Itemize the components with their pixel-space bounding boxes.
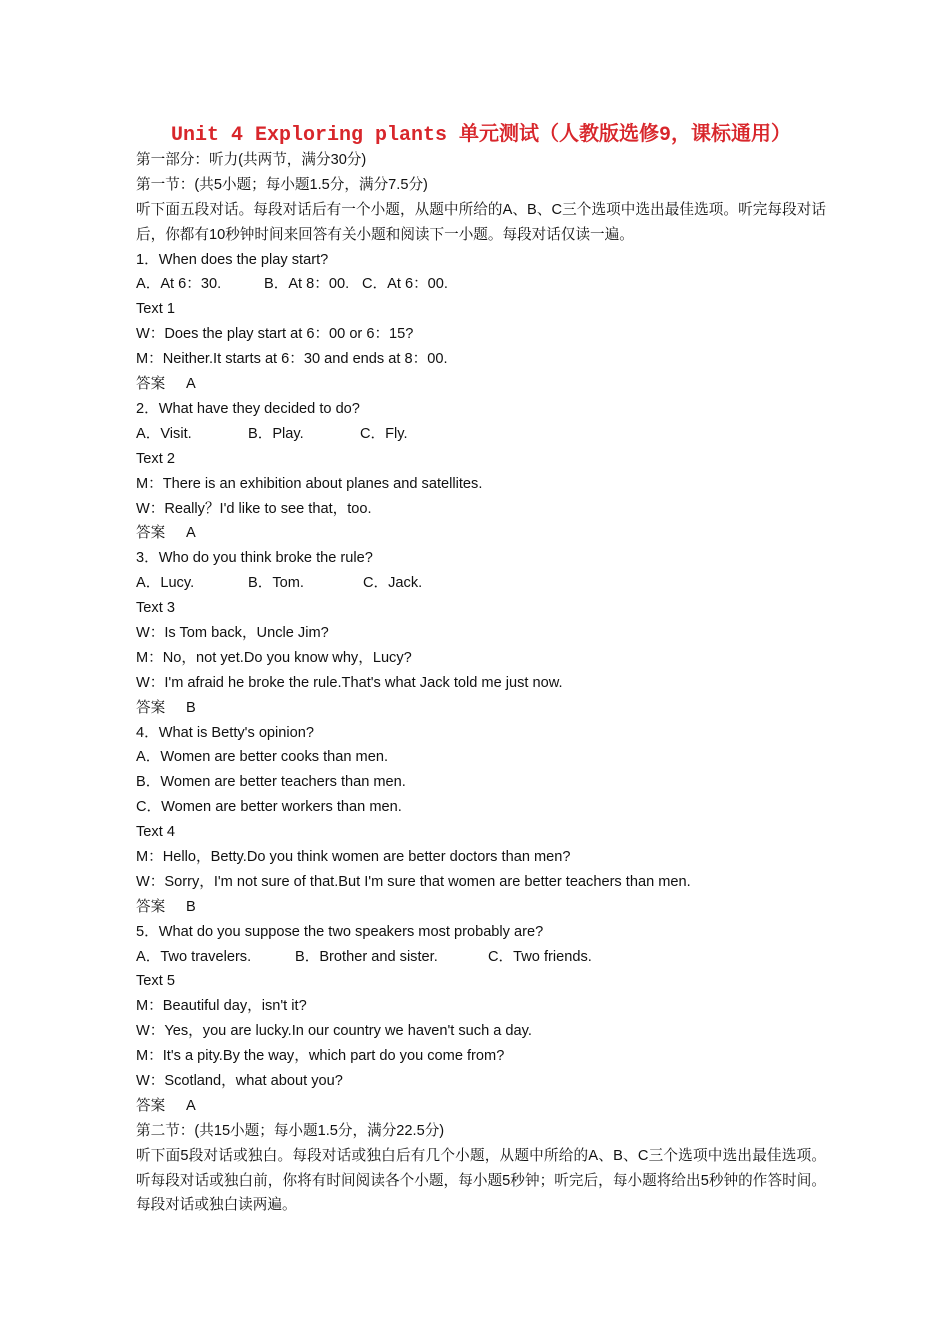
option-b: B．At 8：00. [264, 276, 350, 293]
dialogue-line: M：No，not yet.Do you know why，Lucy? [136, 649, 412, 666]
answer-value: B [186, 898, 196, 915]
question-5-options [136, 945, 826, 970]
option-c: C．Two friends. [488, 948, 592, 965]
question-4: 4．What is Betty's opinion? [136, 724, 314, 741]
section2-instructions: 听下面5段对话或独白。每段对话或独白后有几个小题，从题中所给的A、B、C三个选项中选出最佳选项。听每段对话或独白前，你将有时间阅读各个小题，每小题5秒钟；听完后，每小题将给出5秒钟的作答时间。每段对话或独白读两遍。 [136, 1147, 826, 1214]
text-label: Text 5 [136, 973, 175, 990]
answer-label: 答案 [136, 1097, 166, 1114]
answer-line [136, 895, 826, 920]
dialogue-line: W：Really？I'd like to see that，too. [136, 500, 372, 517]
answer-line [136, 521, 826, 546]
text-label: Text 1 [136, 301, 175, 318]
section1-instructions: 听下面五段对话。每段对话后有一个小题，从题中所给的A、B、C三个选项中选出最佳选项。听完每段对话后，你都有10秒钟时间来回答有关小题和阅读下一小题。每段对话仅读一遍。 [136, 201, 826, 243]
option-a: A．Women are better cooks than men. [136, 749, 388, 766]
question-5: 5．What do you suppose the two speakers most probably are? [136, 923, 544, 940]
text-label: Text 4 [136, 824, 175, 841]
dialogue-line: W：Is Tom back，Uncle Jim? [136, 624, 329, 641]
question-2-options [136, 422, 826, 447]
option-b: B．Tom. [248, 575, 304, 592]
answer-value: B [186, 699, 196, 716]
question-3: 3．Who do you think broke the rule? [136, 550, 373, 567]
dialogue-line: M：Hello，Betty.Do you think women are better doctors than men? [136, 848, 571, 865]
answer-value: A [186, 1097, 196, 1114]
dialogue-line: W：Yes，you are lucky.In our country we haven't such a day. [136, 1023, 532, 1040]
option-c: C．Jack. [363, 575, 423, 592]
dialogue-line: W：Does the play start at 6：00 or 6：15? [136, 326, 414, 343]
answer-label: 答案 [136, 898, 166, 915]
answer-line [136, 696, 826, 721]
question-2: 2．What have they decided to do? [136, 400, 360, 417]
answer-line [136, 1094, 826, 1119]
dialogue-line: W：Scotland，what about you? [136, 1072, 343, 1089]
option-b: B．Brother and sister. [295, 948, 438, 965]
dialogue-line: M：Neither.It starts at 6：30 and ends at 8：00. [136, 351, 448, 368]
section1-heading: 第一节：(共5小题；每小题1.5分，满分7.5分) [136, 176, 428, 193]
option-a: A．Visit. [136, 425, 192, 442]
option-c: C．Women are better workers than men. [136, 799, 402, 816]
answer-label: 答案 [136, 376, 166, 393]
question-1: 1．When does the play start? [136, 251, 329, 268]
option-c: C．Fly. [360, 425, 408, 442]
dialogue-line: M：Beautiful day，isn't it? [136, 998, 307, 1015]
dialogue-line: M：There is an exhibition about planes and satellites. [136, 475, 483, 492]
question-3-options [136, 571, 826, 596]
answer-value: A [186, 525, 196, 542]
text-label: Text 3 [136, 600, 175, 617]
dialogue-line: W：I'm afraid he broke the rule.That's what Jack told me just now. [136, 674, 563, 691]
dialogue-line: M：It's a pity.By the way，which part do you come from? [136, 1048, 505, 1065]
section2-heading: 第二节：(共15小题；每小题1.5分，满分22.5分) [136, 1122, 445, 1139]
option-c: C．At 6：00. [362, 276, 448, 293]
option-a: A．Two travelers. [136, 948, 252, 965]
document-body [136, 148, 826, 1218]
option-b: B．Play. [248, 425, 304, 442]
question-1-options [136, 272, 826, 297]
part1-heading: 第一部分：听力(共两节，满分30分) [136, 152, 367, 168]
option-b: B．Women are better teachers than men. [136, 774, 406, 791]
document-title: Unit 4 Exploring plants 单元测试（人教版选修9，课标通用） [170, 124, 792, 147]
option-a: A．At 6：30. [136, 276, 222, 293]
option-a: A．Lucy. [136, 575, 195, 592]
answer-label: 答案 [136, 525, 166, 542]
dialogue-line: W：Sorry，I'm not sure of that.But I'm sure that women are better teachers than men. [136, 873, 691, 890]
text-label: Text 2 [136, 450, 175, 467]
answer-line [136, 372, 826, 397]
answer-value: A [186, 376, 196, 393]
answer-label: 答案 [136, 699, 166, 716]
